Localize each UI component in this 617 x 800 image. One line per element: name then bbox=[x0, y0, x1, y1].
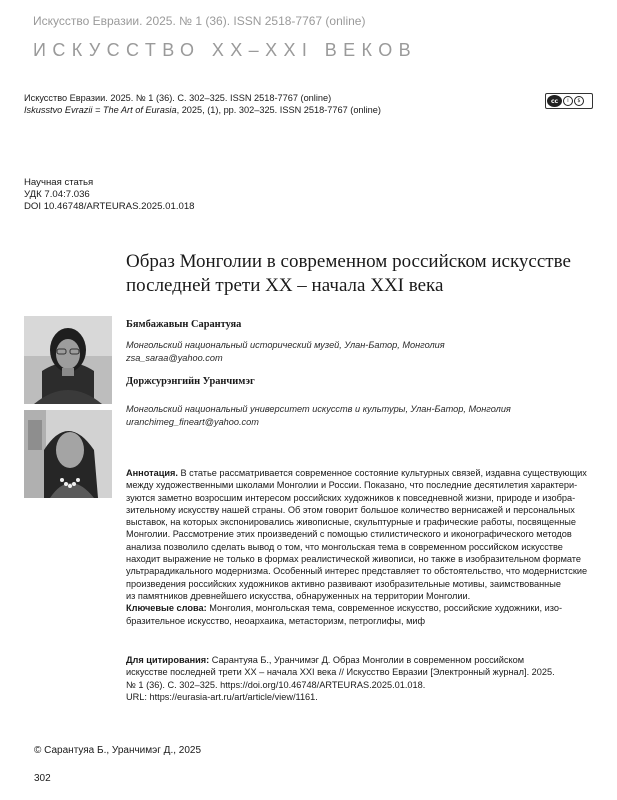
how-to-cite bbox=[126, 654, 596, 703]
author-email-1[interactable]: zsa_saraa@yahoo.com bbox=[126, 353, 223, 363]
cite-line-text: Сарантуяа Б., Уранчимэг Д. Образ Монголии в современном российском bbox=[209, 655, 525, 665]
doi: DOI 10.46748/ARTEURAS.2025.01.018 bbox=[24, 201, 195, 212]
page-number: 302 bbox=[34, 773, 51, 784]
abstract-line: зуются заметно возросшим интересом российских художников к повседневной жизни, природе и изобра- bbox=[126, 492, 576, 503]
cc-by-icon: i bbox=[563, 96, 573, 106]
article-type: Научная статья bbox=[24, 177, 94, 188]
author-name-1: Бямбажавын Сарантуяа bbox=[126, 319, 242, 330]
abstract-line bbox=[126, 467, 596, 479]
author-photo-2-image bbox=[24, 410, 112, 498]
author-affiliation-text-1: Монгольский национальный исторический музей, Улан-Батор, Монголия bbox=[126, 340, 445, 350]
author-photo-2 bbox=[24, 410, 112, 498]
abstract-line: анализа позволило сделать вывод о том, что монгольская тема в современном российском искусстве bbox=[126, 541, 563, 552]
article-meta bbox=[24, 177, 195, 213]
author-email-2[interactable]: uranchimeg_fineart@yahoo.com bbox=[126, 417, 259, 427]
author-affiliation-2 bbox=[126, 403, 511, 429]
cite-line bbox=[126, 654, 596, 666]
author-photo-1 bbox=[24, 316, 112, 404]
abstract-line-text: В статье рассматривается современное состояние культурных связей, издавна существующих bbox=[177, 468, 587, 478]
abstract-label: Аннотация. bbox=[126, 468, 178, 478]
author-name-2: Доржсурэнгийн Уранчимэг bbox=[126, 376, 255, 387]
citation-en-journal: Iskusstvo Evrazii = The Art of Eurasia bbox=[24, 105, 177, 115]
abstract-line: выставок, на которых экспонировались живописные, скульптурные и графические работы, посвященные bbox=[126, 517, 577, 528]
author-affiliation-text-2: Монгольский национальный университет искусств и культуры, Улан-Батор, Монголия bbox=[126, 404, 511, 414]
abstract-line: из памятников древнейшего искусства, обнаруженных на территории Монголии. bbox=[126, 590, 471, 601]
cite-line-url[interactable]: URL: https://eurasia-art.ru/art/article/view/1161. bbox=[126, 691, 318, 702]
copyright: © Сарантуяа Б., Уранчимэг Д., 2025 bbox=[34, 745, 202, 756]
article-title-line-1: Образ Монголии в современном российском искусстве bbox=[126, 251, 571, 272]
article-title-line-2: последней трети XX – начала XXI века bbox=[126, 275, 444, 296]
cc-nc-icon: $ bbox=[574, 96, 584, 106]
keywords-label: Ключевые слова: bbox=[126, 603, 207, 614]
author-photo-1-image bbox=[24, 316, 112, 404]
abstract bbox=[126, 467, 596, 627]
citation-en bbox=[24, 104, 381, 116]
abstract-line: находит выражение не только в формах реалистической живописи, но также в изобразительном формате bbox=[126, 554, 582, 565]
abstract-line: произведения российских художников активно развивают изобразительные мотивы, заимствованные bbox=[126, 578, 561, 589]
journal-section-title: ИСКУССТВО XX–XXI ВЕКОВ bbox=[33, 40, 418, 60]
abstract-line: ультрарадикального модернизма. Особенный интерес представляет то обстоятельство, что модернистские bbox=[126, 566, 588, 577]
cite-line: искусстве последней трети XX – начала XXI века // Искусство Евразии [Электронный журнал]. 2025. bbox=[126, 667, 555, 678]
abstract-line: между художественными школами Монголии и России. Показано, что последние десятилетия характери- bbox=[126, 480, 578, 491]
cite-line-doi[interactable]: № 1 (36). С. 302–325. https://doi.org/10.46748/ARTEURAS.2025.01.018. bbox=[126, 679, 426, 690]
citation-en-rest: , 2025, (1), pp. 302–325. ISSN 2518-7767 (online) bbox=[176, 105, 381, 115]
cc-icon: cc bbox=[547, 95, 562, 107]
keywords-text: Монголия, монгольская тема, современное искусство, российские художники, изо- bbox=[206, 603, 563, 614]
abstract-line: зительному искусству нашей страны. Об этом говорит большое количество вернисажей и персональных bbox=[126, 504, 575, 515]
cc-license-badge[interactable] bbox=[545, 93, 593, 109]
author-affiliation-1 bbox=[126, 339, 445, 365]
journal-issue-line: Искусство Евразии. 2025. № 1 (36). ISSN 2518-7767 (online) bbox=[33, 14, 366, 28]
cite-label: Для цитирования: bbox=[126, 655, 210, 665]
article-title bbox=[126, 250, 606, 298]
citation-block bbox=[24, 92, 381, 116]
keywords-line bbox=[126, 602, 596, 614]
udk-code: УДК 7.04:7.036 bbox=[24, 189, 90, 200]
abstract-line: Монголии. Рассмотрение этих произведений с помощью стилистического и иконографического методов bbox=[126, 529, 572, 540]
keywords-line: бразительное искусство, неоархаика, метасторизм, петроглифы, миф bbox=[126, 615, 426, 626]
citation-ru: Искусство Евразии. 2025. № 1 (36). С. 302–325. ISSN 2518-7767 (online) bbox=[24, 93, 332, 103]
